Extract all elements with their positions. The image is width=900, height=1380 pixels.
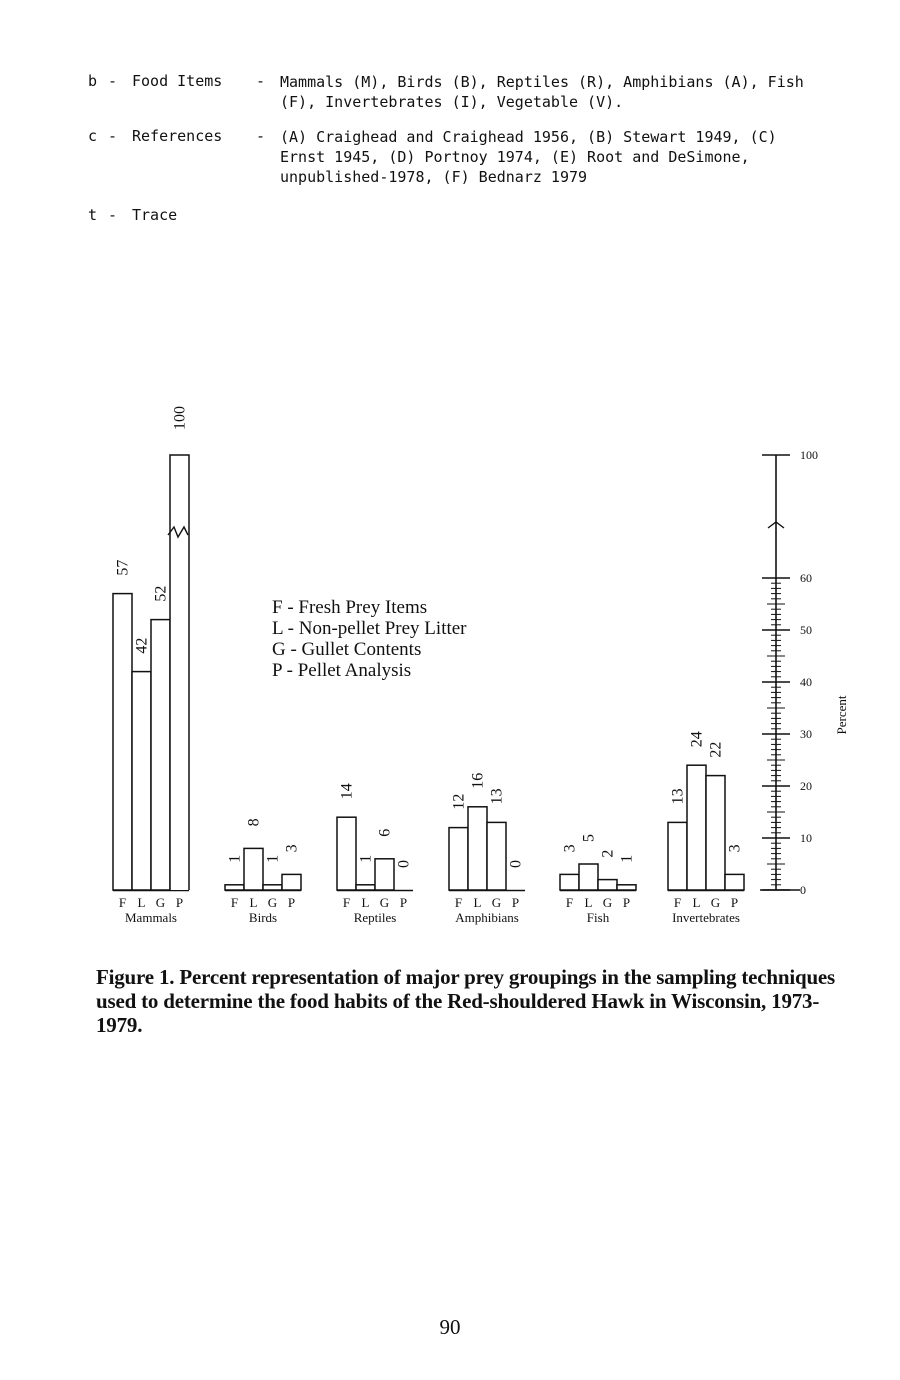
bar-value-label: 8 [245, 818, 263, 827]
bar-l [579, 864, 598, 890]
bar-l [356, 885, 375, 890]
bar-g [487, 822, 506, 890]
bar-value-label: 1 [226, 854, 244, 863]
y-tick-label: 60 [800, 571, 812, 585]
bar-f [225, 885, 244, 890]
bar-category-label: L [473, 895, 482, 910]
bar-l [687, 765, 706, 890]
footnote-label: References [132, 127, 223, 145]
bar-l [244, 848, 263, 890]
bar-value-label: 12 [450, 793, 468, 810]
bar-category-label: G [379, 895, 390, 910]
bar-value-label: 3 [726, 844, 744, 853]
bar-category-label: L [361, 895, 370, 910]
footnote-key: c [88, 127, 98, 145]
bar-value-label: 24 [688, 731, 706, 748]
bar-group-amphibians [449, 807, 525, 891]
bar-category-label: F [342, 895, 351, 910]
footnote-key: t [88, 206, 98, 224]
bar-f [113, 594, 132, 890]
bar-value-label: 16 [469, 772, 487, 789]
group-name-label: Fish [586, 910, 610, 925]
bar-category-label: L [137, 895, 146, 910]
bar-value-label: 0 [507, 860, 525, 868]
footnote-key: b [88, 72, 98, 90]
legend-entry: P - Pellet Analysis [272, 660, 412, 681]
bar-group-birds [225, 848, 301, 890]
legend-entry: F - Fresh Prey Items [272, 597, 428, 618]
group-name-label: Birds [248, 910, 278, 925]
bar-category-label: L [249, 895, 258, 910]
bar-category-label: F [230, 895, 239, 910]
bar-value-label: 1 [357, 854, 375, 863]
group-name-label: Mammals [125, 910, 177, 925]
bar-g [375, 859, 394, 890]
bar-value-label: 13 [669, 788, 687, 805]
bar-f [668, 822, 687, 890]
bar-category-label: L [692, 895, 701, 910]
bar-category-label: P [511, 895, 520, 910]
bar-group-mammals [113, 455, 189, 891]
bar-f [337, 817, 356, 890]
bar-category-label: G [602, 895, 613, 910]
group-name-label: Amphibians [455, 910, 519, 925]
y-tick-label: 40 [800, 675, 812, 689]
bar-value-label: 52 [152, 585, 170, 602]
bar-category-label: G [491, 895, 502, 910]
figure-caption: Figure 1. Percent representation of major prey groupings in the sampling techniques used to determine the food habits of the Red-shouldered Hawk in Wisconsin, 1973-1979. [96, 965, 836, 1037]
bar-l [468, 807, 487, 890]
page-number: 90 [439, 1315, 461, 1339]
bar-category-label: L [584, 895, 593, 910]
bar-value-label: 1 [264, 854, 282, 863]
bar-category-label: P [622, 895, 631, 910]
bar-l [132, 672, 151, 890]
bar-group-reptiles [337, 817, 413, 890]
bar-category-label: G [155, 895, 166, 910]
footnote-text: (A) Craighead and Craighead 1956, (B) Stewart 1949, (C) Ernst 1945, (D) Portnoy 1974, (E) Root and DeSimone, unpublished-1978, (F) Bednarz 1979 [280, 128, 777, 186]
bar-p [725, 874, 744, 890]
bar-category-label: P [287, 895, 296, 910]
y-tick-label: 50 [800, 623, 812, 637]
bar-g [151, 620, 170, 890]
y-tick-label: 20 [800, 779, 812, 793]
bar-value-label: 42 [133, 637, 151, 654]
bar-category-label: P [399, 895, 408, 910]
bar-category-label: F [118, 895, 127, 910]
bar-category-label: P [730, 895, 739, 910]
bar-value-label: 22 [707, 741, 725, 758]
y-tick-label: 30 [800, 727, 812, 741]
bar-value-label: 100 [171, 406, 189, 430]
bar-category-label: G [267, 895, 278, 910]
footnote-text: Mammals (M), Birds (B), Reptiles (R), Amphibians (A), Fish (F), Invertebrates (I), Vegetable (V). [280, 73, 804, 111]
bar-category-label: G [710, 895, 721, 910]
bar-group-invertebrates [668, 765, 744, 890]
bar-category-label: P [175, 895, 184, 910]
bar-p [282, 874, 301, 890]
group-name-label: Invertebrates [672, 910, 740, 925]
bar-value-label: 0 [395, 860, 413, 868]
bar-value-label: 2 [599, 849, 617, 858]
bar-value-label: 1 [618, 854, 636, 863]
bar-value-label: 14 [338, 783, 356, 800]
bar-g [263, 885, 282, 890]
bar-p [170, 455, 189, 890]
legend-entry: G - Gullet Contents [272, 639, 422, 660]
y-tick-label: 100 [800, 448, 818, 462]
bar-category-label: F [454, 895, 463, 910]
group-name-label: Reptiles [353, 910, 397, 925]
bar-value-label: 6 [376, 828, 394, 837]
bar-category-label: F [565, 895, 574, 910]
footnote-label: Trace [132, 206, 178, 224]
bar-value-label: 57 [114, 559, 132, 576]
footnote-label: Food Items [132, 72, 223, 90]
bar-g [598, 880, 617, 890]
y-tick-label: 10 [800, 831, 812, 845]
bar-value-label: 3 [283, 844, 301, 853]
bar-f [449, 828, 468, 890]
prey-bar-chart [0, 380, 900, 940]
bar-f [560, 874, 579, 890]
y-axis-label: Percent [834, 695, 849, 735]
bar-value-label: 13 [488, 788, 506, 805]
bar-p [617, 885, 636, 890]
bar-value-label: 3 [561, 844, 579, 853]
bar-category-label: F [673, 895, 682, 910]
bar-value-label: 5 [580, 834, 598, 842]
y-tick-label: 0 [800, 883, 806, 897]
bar-g [706, 776, 725, 890]
legend-entry: L - Non-pellet Prey Litter [272, 618, 467, 639]
bar-group-fish [560, 864, 636, 891]
